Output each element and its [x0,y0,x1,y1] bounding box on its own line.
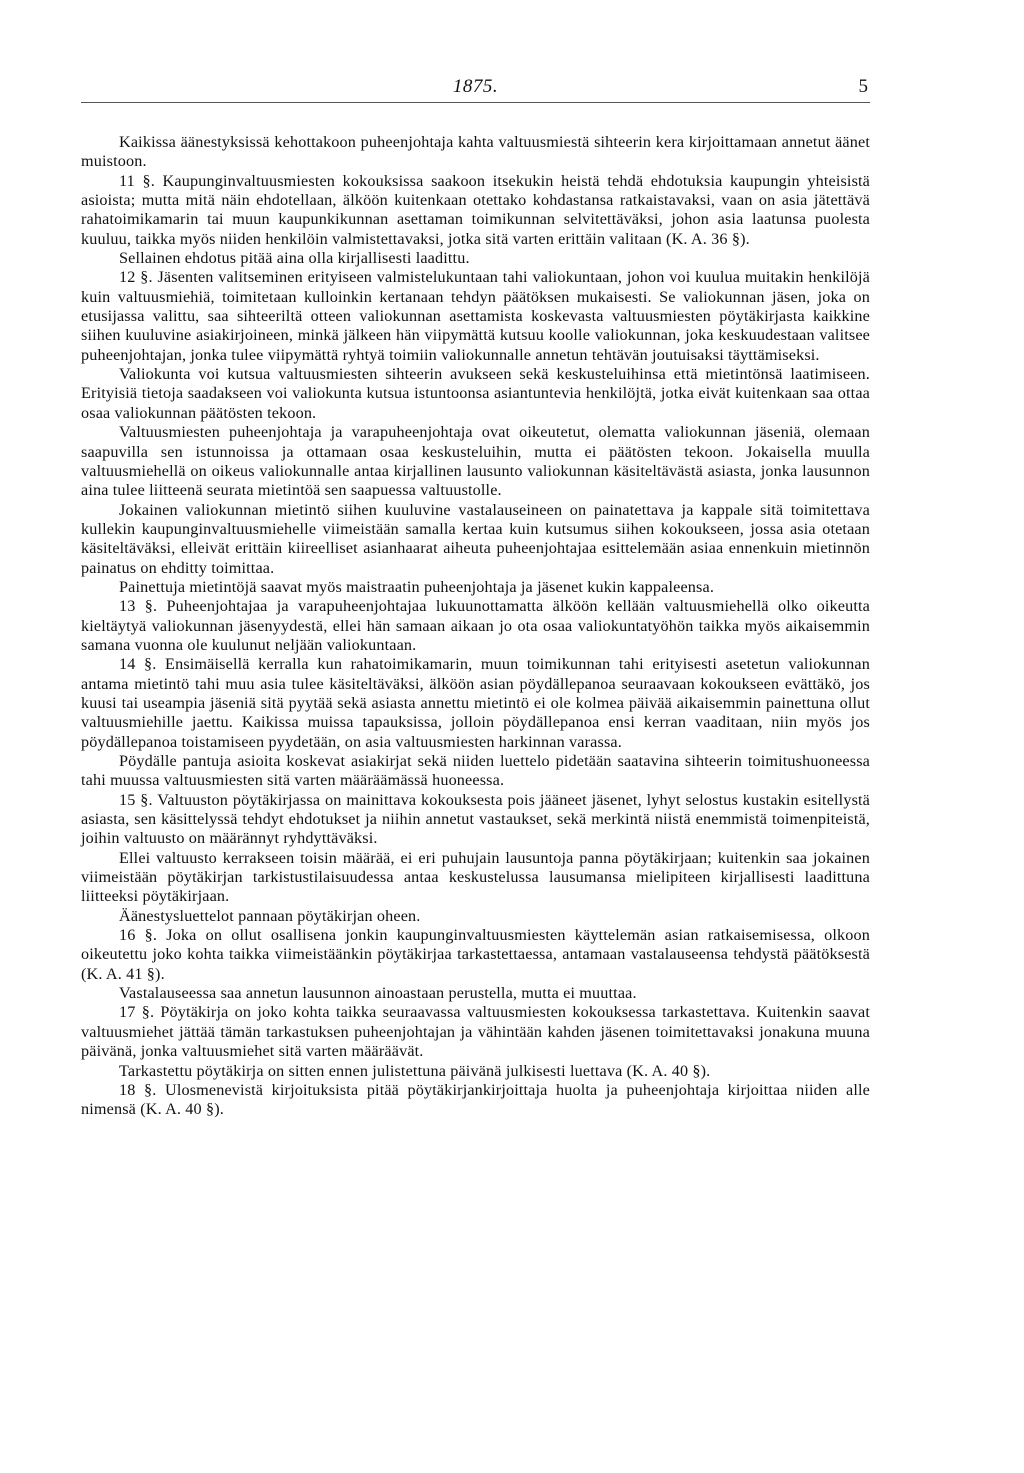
paragraph: Vastalauseessa saa annetun lausunnon ainoastaan perustella, mutta ei muuttaa. [119,984,637,1003]
paragraph: Painettuja mietintöjä saavat myös maistraatin puheenjohtaja ja jäsenet kukin kappaleensa. [119,577,715,596]
page-header [81,76,870,102]
document-page [81,76,870,1120]
paragraph: Tarkastettu pöytäkirja on sitten ennen julistettuna päivänä julkisesti luettava (K. A. 40 §). [119,1061,711,1080]
paragraph: Pöydälle pantuja asioita koskevat asiakirjat sekä niiden luettelo pidetään saatavina sihteerin toimitushuoneessa tahi muussa valtuusmiesten sitä varten määräämässä huoneessa. [81,752,870,790]
page-number: 5 [858,76,868,97]
paragraph: Äänestysluettelot pannaan pöytäkirjan oheen. [119,906,421,925]
section-13-paragraph: 13 §. Puheenjohtajaa ja varapuheenjohtajaa lukuunottamatta älköön kellään valtuusmiehellä olko oikeutta kieltäytyä valiokunnan jäsenyydestä, ellei hän samaan aikaan jo ota osaa valiokuntatyöhön taikka myös aikaisemmin samana vuonna ole kuulunut neljään valiokuntaan. [81,597,870,654]
section-14-paragraph: 14 §. Ensimäisellä kerralla kun rahatoimikamarin, muun toimikunnan tahi erityisesti asetetun valiokunnan antama mietintö tahi muu asia tulee käsiteltäväksi, älköön asian pöydällepanoa seuraavaan kokoukseen evättäkö, jos kuusi tai useampia jäseniä sitä pyytää sekä asiasta annettu mietintö ei ole kolmea päivää aikaisemmin painettuna ollut valtuusmiehille jaettu. Kaikissa muissa tapauksissa, jolloin pöydällepanoa ensi kerran vaaditaan, niin myös jos pöydällepanoa toistamiseen pyydetään, on asia valtuusmiesten harkinnan varassa. [81,655,870,751]
header-rule [81,102,870,103]
paragraph: Sellainen ehdotus pitää aina olla kirjallisesti laadittu. [119,249,470,268]
section-17-paragraph: 17 §. Pöytäkirja on joko kohta taikka seuraavassa valtuusmiesten kokouksessa tarkastettava. Kuitenkin saavat valtuusmiehet jättää tämän tarkastuksen puheenjohtajan ja vähintään kahden jäsenen toimitettavaksi jonakuna muuna päivänä, jonka valtuusmiehet sitä varten määräävät. [81,1003,870,1061]
section-18-paragraph: 18 §. Ulosmenevistä kirjoituksista pitää pöytäkirjankirjoittaja huolta ja puheenjohtaja kirjoittaa niiden alle nimensä (K. A. 40 §). [81,1080,870,1119]
paragraph: Kaikissa äänestyksissä kehottakoon puheenjohtaja kahta valtuusmiestä sihteerin kera kirjoittamaan annetut äänet muistoon. [81,133,870,171]
section-12-paragraph: 12 §. Jäsenten valitseminen erityiseen valmistelukuntaan tahi valiokuntaan, johon voi kuulua muitakin henkilöjä kuin valtuusmiehiä, toimitetaan kulloinkin kertanaan tehdyn päätöksen mukaisesti. Se valiokunnan jäsen, joka on etusijassa valittu, saa sihteeriltä otteen valiokunnan asettamista koskevasta valtuusmiesten pöytäkirjasta kaikkine siihen kuuluvine asiakirjoineen, minkä jälkeen hän viipymättä kutsuu koolle valiokunnan, joka keskuudestaan valitsee puheenjohtajan, jonka tulee viipymättä ryhtyä toimiin valiokunnalle annetun tehtävän joutuisaksi täyttämiseksi. [81,268,870,364]
paragraph: Jokainen valiokunnan mietintö siihen kuuluvine vastalauseineen on painatettava ja kappale sitä toimitettava kullekin kaupunginvaltuusmiehelle viimeistään samalla kertaa kuin kutsumus siihen kokoukseen, jossa asia otetaan käsiteltäväksi, elleivät erittäin kiireelliset asianhaarat aiheuta puheenjohtajaa esittelemään asiaa ennenkuin mietinnön painatus on ehditty toimittaa. [81,500,870,577]
section-15-paragraph: 15 §. Valtuuston pöytäkirjassa on mainittava kokouksesta pois jääneet jäsenet, lyhyt selostus kustakin esitellystä asiasta, sen käsittelyssä tehdyt ehdotukset ja niihin annetut vastaukset, sekä merkintä niistä enemmistä toimenpiteistä, joihin valtuusto on määrännyt ryhdyttäväksi. [81,790,870,848]
paragraph: Ellei valtuusto kerrakseen toisin määrää, ei eri puhujain lausuntoja panna pöytäkirjaan; kuitenkin saa jokainen viimeistään pöytäkirjan tarkistustilaisuudessa antaa keskustelussa lausumansa mielipiteen kirjallisesti laadittuna liitteeksi pöytäkirjaan. [81,848,870,906]
body-text [81,133,870,1120]
paragraph: Valiokunta voi kutsua valtuusmiesten sihteerin avukseen sekä keskusteluihinsa että mietintönsä laatimiseen. Erityisiä tietoja saadakseen voi valiokunta kutsua istuntoonsa asiantuntevia henkilöjtä, jotka eivät kuitenkaan saa ottaa osaa valiokunnan päätösten tekoon. [81,365,870,422]
paragraph: Valtuusmiesten puheenjohtaja ja varapuheenjohtaja ovat oikeutetut, olematta valiokunnan jäseniä, olemaan saapuvilla sen istunnoissa ja ottamaan osaa keskusteluihin, mutta ei päätösten tekoon. Jokaisella muulla valtuusmiehellä on oikeus valiokunnalle antaa kirjallinen lausunto valiokunnan käsiteltävästä asiasta, jonka lausunnon aina tulee liitteenä seurata mietintöä sen saapuessa valtuustolle. [81,423,870,500]
section-11-paragraph: 11 §. Kaupunginvaltuusmiesten kokouksissa saakoon itsekukin heistä tehdä ehdotuksia kaupungin yhteisistä asioista; mutta mitä näin ehdotellaan, älköön kuitenkaan otettako kohdastansa ratkaistavaksi, vaan on asia jätettävä rahatoimikamarin tai muun kaupunkikunnan asettaman toimikunnan selvitettäväksi, johon asia laatunsa puolesta kuuluu, taikka myös niiden henkilöin valmistettavaksi, jotka sitä varten erittäin valitaan (K. A. 36 §). [81,171,870,248]
running-title-year: 1875. [452,76,499,97]
section-16-paragraph: 16 §. Joka on ollut osallisena jonkin kaupunginvaltuusmiesten käyttelemän asian ratkaisemisessa, olkoon oikeutettu joko kohta taikka viimeistäänkin pöytäkirjaa tarkastettaessa, antamaan vastalauseensa tehdystä päätöksestä (K. A. 41 §). [81,926,870,983]
